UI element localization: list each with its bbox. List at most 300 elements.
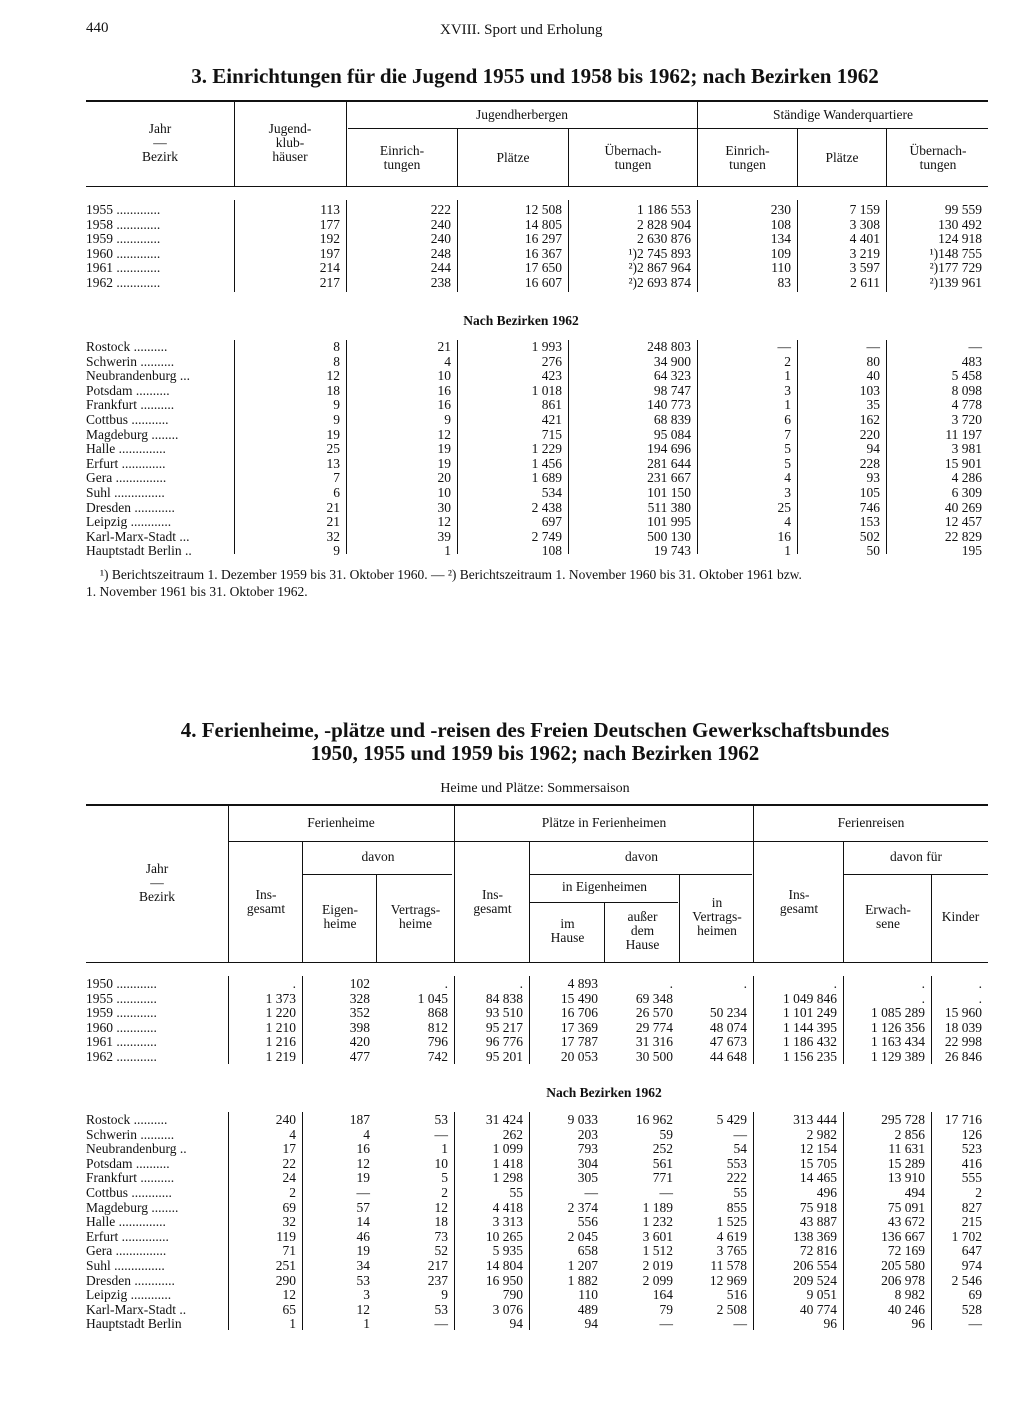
cell-value: 502	[859, 529, 880, 544]
cell-value: 68 839	[653, 412, 691, 427]
t3-col-plaetze: Plätze	[496, 150, 530, 165]
cell-value: 2 374	[567, 1200, 598, 1215]
cell-value: 2 982	[806, 1127, 837, 1142]
cell-value: 4 286	[951, 471, 982, 486]
table-row	[86, 1317, 988, 1332]
cell-value: 15 901	[944, 456, 982, 471]
cell-value: 231 667	[647, 471, 691, 486]
cell-value: 2 438	[531, 500, 562, 515]
cell-value: .	[743, 977, 747, 991]
cell-value: .	[292, 977, 296, 991]
row-label: Neubrandenburg ...	[86, 369, 190, 384]
cell-value: 4	[784, 515, 791, 530]
cell-value: 25	[777, 500, 791, 515]
cell-value: 113	[320, 203, 340, 217]
cell-value: 26 570	[635, 1006, 673, 1021]
cell-value: 1 085 289	[871, 1006, 925, 1021]
cell-value: 697	[541, 515, 562, 530]
row-label: 1950 ............	[86, 977, 157, 991]
row-label: Halle ..............	[86, 1215, 166, 1230]
row-label: Dresden ............	[86, 500, 175, 515]
cell-value: 3 720	[951, 412, 982, 427]
cell-value: 796	[427, 1035, 448, 1050]
table-row	[86, 1021, 988, 1036]
row-label: Karl-Marx-Stadt ...	[86, 529, 190, 544]
cell-value: 240	[430, 232, 451, 247]
cell-value: 96	[823, 1317, 837, 1332]
cell-value: 9	[333, 544, 340, 559]
cell-value: 19	[356, 1171, 370, 1186]
cell-value: 3 597	[849, 261, 880, 276]
cell-value: 4	[363, 1127, 370, 1142]
table-row	[86, 992, 988, 1007]
cell-value: 65	[282, 1302, 296, 1317]
cell-value: 1 702	[951, 1229, 982, 1244]
cell-value: 130 492	[938, 217, 982, 232]
t3-col-year: Jahr — Bezirk	[142, 121, 178, 164]
cell-value: 72 169	[887, 1244, 925, 1259]
cell-value: 1	[784, 369, 791, 384]
cell-value: 2 856	[894, 1127, 925, 1142]
cell-value: 17 369	[560, 1020, 598, 1035]
cell-value: 40 774	[799, 1302, 837, 1317]
table-row	[86, 413, 988, 428]
table3-years	[86, 203, 988, 291]
cell-value: 16	[437, 383, 451, 398]
cell-value: .	[978, 991, 982, 1006]
cell-value: 215	[961, 1215, 982, 1230]
cell-value: 140 773	[647, 398, 691, 413]
t4-col-eigenheime: Eigen- heime	[322, 902, 358, 931]
cell-value: 83	[777, 275, 791, 290]
cell-value: 16	[356, 1142, 370, 1157]
row-label: Suhl ...............	[86, 1258, 165, 1273]
cell-value: 35	[866, 398, 880, 413]
table-row	[86, 457, 988, 472]
t4-group-ferienreisen: Ferienreisen	[837, 815, 905, 830]
cell-value: 73	[434, 1229, 448, 1244]
cell-value: 14	[356, 1215, 370, 1230]
cell-value: —	[584, 1185, 598, 1200]
cell-value: 238	[430, 275, 451, 290]
cell-value: 72 816	[799, 1244, 837, 1259]
t4-group-ferienheime: Ferienheime	[307, 815, 375, 830]
row-label: 1962 ............	[86, 1049, 157, 1064]
cell-value: 742	[427, 1049, 448, 1064]
cell-value: 1 232	[642, 1215, 673, 1230]
row-label: 1959 .............	[86, 232, 161, 247]
cell-value: 1 456	[531, 456, 562, 471]
cell-value: 108	[770, 217, 791, 232]
cell-value: 80	[866, 354, 880, 369]
cell-value: 94	[509, 1317, 523, 1332]
t3-col-einrichtungen-2: Einrich- tungen	[725, 143, 770, 172]
table-row	[86, 276, 988, 291]
cell-value: 110	[771, 261, 791, 276]
row-label: Magdeburg ........	[86, 427, 179, 442]
table4-title-line2: 1950, 1955 und 1959 bis 1962; nach Bezirken 1962	[310, 741, 760, 765]
cell-value: 12	[356, 1156, 370, 1171]
cell-value: 2 828 904	[637, 217, 691, 232]
cell-value: 1 993	[531, 340, 562, 354]
cell-value: 5 429	[716, 1113, 747, 1127]
table4-years	[86, 977, 988, 1065]
t4-davon-heime: davon	[361, 849, 395, 864]
cell-value: 15 490	[560, 991, 598, 1006]
cell-value: 2 611	[850, 275, 880, 290]
cell-value: 4	[784, 471, 791, 486]
cell-value: 214	[319, 261, 340, 276]
cell-value: 528	[961, 1302, 982, 1317]
cell-value: 12	[356, 1302, 370, 1317]
table-row	[86, 1201, 988, 1216]
cell-value: 5 458	[951, 369, 982, 384]
cell-value: 99 559	[944, 203, 982, 217]
cell-value: 119	[276, 1229, 296, 1244]
cell-value: 31 316	[635, 1035, 673, 1050]
cell-value: 3 765	[716, 1244, 747, 1259]
cell-value: 10 265	[485, 1229, 523, 1244]
cell-value: 15 705	[799, 1156, 837, 1171]
row-label: Cottbus ............	[86, 1185, 172, 1200]
table-row	[86, 977, 988, 992]
cell-value: —	[968, 1317, 982, 1332]
cell-value: .	[978, 977, 982, 991]
cell-value: 206 978	[881, 1273, 925, 1288]
row-label: Halle ..............	[86, 442, 166, 457]
cell-value: 192	[319, 232, 340, 247]
cell-value: 1	[444, 544, 451, 559]
row-label: 1961 ............	[86, 1035, 157, 1050]
table-row	[86, 1288, 988, 1303]
table4-districts	[86, 1113, 988, 1332]
table-row	[86, 1050, 988, 1065]
row-label: 1962 .............	[86, 275, 161, 290]
cell-value: 5	[441, 1171, 448, 1186]
cell-value: 8 982	[894, 1288, 925, 1303]
table-row	[86, 232, 988, 247]
cell-value: .	[833, 977, 837, 991]
row-label: 1958 .............	[86, 217, 161, 232]
cell-value: 21	[326, 500, 340, 515]
cell-value: 53	[356, 1273, 370, 1288]
cell-value: 12	[437, 427, 451, 442]
row-label: 1955 ............	[86, 991, 157, 1006]
cell-value: 328	[349, 991, 370, 1006]
table-row	[86, 1171, 988, 1186]
cell-value: 1 156 235	[783, 1049, 837, 1064]
cell-value: 16 950	[485, 1273, 523, 1288]
table-row	[86, 1303, 988, 1318]
cell-value: 3 308	[849, 217, 880, 232]
cell-value: 53	[434, 1302, 448, 1317]
t4-col-vertragsheime: Vertrags- heime	[390, 902, 441, 931]
row-label: Hauptstadt Berlin ..	[86, 544, 192, 559]
cell-value: 95 084	[653, 427, 691, 442]
row-label: 1959 ............	[86, 1006, 157, 1021]
cell-value: 868	[427, 1006, 448, 1021]
cell-value: —	[968, 340, 982, 354]
cell-value: 262	[502, 1127, 523, 1142]
cell-value: 109	[770, 246, 791, 261]
cell-value: 494	[904, 1185, 925, 1200]
cell-value: 57	[356, 1200, 370, 1215]
table3-footnote-2: 1. November 1961 bis 31. Oktober 1962.	[86, 584, 308, 599]
cell-value: 16 297	[524, 232, 562, 247]
cell-value: 2 508	[716, 1302, 747, 1317]
cell-value: 19 743	[653, 544, 691, 559]
table-row	[86, 1215, 988, 1230]
row-label: 1961 .............	[86, 261, 161, 276]
table-row	[86, 486, 988, 501]
cell-value: 32	[326, 529, 340, 544]
t3-col-uebernachtungen: Übernach- tungen	[604, 143, 662, 172]
cell-value: 69 348	[635, 991, 673, 1006]
cell-value: 48 074	[709, 1020, 747, 1035]
cell-value: 71	[282, 1244, 296, 1259]
cell-value: 1 512	[642, 1244, 673, 1259]
cell-value: 9	[333, 412, 340, 427]
t4-davon-fuer: davon für	[889, 849, 943, 864]
row-label: Schwerin ..........	[86, 354, 175, 369]
cell-value: 228	[859, 456, 880, 471]
cell-value: 3 076	[492, 1302, 523, 1317]
cell-value: 15 289	[887, 1156, 925, 1171]
t4-col-in-vertragsheimen: in Vertrags- heimen	[692, 895, 742, 938]
t4-col-ausser-hause: außer dem Hause	[625, 909, 660, 952]
cell-value: 39	[437, 529, 451, 544]
cell-value: 1	[441, 1142, 448, 1157]
cell-value: 1 129 389	[871, 1049, 925, 1064]
cell-value: 29 774	[635, 1020, 673, 1035]
cell-value: 19	[437, 456, 451, 471]
cell-value: 827	[961, 1200, 982, 1215]
cell-value: 1 099	[492, 1142, 523, 1157]
cell-value: 12	[437, 515, 451, 530]
cell-value: 7 159	[849, 203, 880, 217]
cell-value: 6	[784, 412, 791, 427]
cell-value: 8 098	[951, 383, 982, 398]
cell-value: 295 728	[881, 1113, 925, 1127]
cell-value: 1 525	[716, 1215, 747, 1230]
table-row	[86, 530, 988, 545]
cell-value: 1 882	[567, 1273, 598, 1288]
cell-value: 101 995	[647, 515, 691, 530]
table-row	[86, 1230, 988, 1245]
cell-value: 1	[784, 544, 791, 559]
cell-value: —	[434, 1317, 448, 1332]
t3-group-jugendherbergen: Jugendherbergen	[476, 107, 568, 122]
cell-value: 14 805	[524, 217, 562, 232]
t3-col-uebernachtungen-2: Übernach- tungen	[909, 143, 967, 172]
t4-col-erwachsene: Erwach- sene	[865, 902, 911, 931]
cell-value: 12 969	[709, 1273, 747, 1288]
row-label: Frankfurt ..........	[86, 1171, 175, 1186]
cell-value: 10	[434, 1156, 448, 1171]
cell-value: 209 524	[793, 1273, 837, 1288]
cell-value: 55	[509, 1185, 523, 1200]
cell-value: 421	[541, 412, 562, 427]
cell-value: 64 323	[653, 369, 691, 384]
cell-value: 96	[911, 1317, 925, 1332]
cell-value: 237	[427, 1273, 448, 1288]
table4-subheading: Nach Bezirken 1962	[546, 1085, 662, 1100]
cell-value: 34	[356, 1258, 370, 1273]
cell-value: 222	[430, 203, 451, 217]
row-label: 1960 ............	[86, 1020, 157, 1035]
cell-value: 496	[816, 1185, 837, 1200]
cell-value: 4 619	[716, 1229, 747, 1244]
cell-value: 44 648	[709, 1049, 747, 1064]
cell-value: —	[659, 1185, 673, 1200]
cell-value: 222	[726, 1171, 747, 1186]
cell-value: 1 049 846	[783, 991, 837, 1006]
cell-value: 5	[784, 456, 791, 471]
table3-districts	[86, 340, 988, 559]
cell-value: 252	[652, 1142, 673, 1157]
row-label: Schwerin ..........	[86, 1127, 175, 1142]
cell-value: 205 580	[881, 1258, 925, 1273]
t3-col-plaetze-2: Plätze	[825, 150, 859, 165]
cell-value: ²)2 867 964	[628, 261, 691, 276]
cell-value: 50 234	[709, 1006, 747, 1021]
cell-value: 16 607	[524, 275, 562, 290]
cell-value: 8	[333, 354, 340, 369]
cell-value: 793	[577, 1142, 598, 1157]
cell-value: 16	[777, 529, 791, 544]
cell-value: 1 229	[531, 442, 562, 457]
cell-value: 19	[356, 1244, 370, 1259]
cell-value: 281 644	[647, 456, 691, 471]
cell-value: 746	[859, 500, 880, 515]
cell-value: 4 778	[951, 398, 982, 413]
cell-value: 93	[866, 471, 880, 486]
table-row	[86, 203, 988, 218]
cell-value: 2	[784, 354, 791, 369]
cell-value: 1 163 434	[871, 1035, 925, 1050]
cell-value: 16	[437, 398, 451, 413]
row-label: Suhl ...............	[86, 485, 165, 500]
cell-value: 217	[319, 275, 340, 290]
cell-value: —	[434, 1127, 448, 1142]
table-row	[86, 218, 988, 233]
cell-value: 248	[430, 246, 451, 261]
cell-value: 20	[437, 471, 451, 486]
cell-value: 9	[333, 398, 340, 413]
cell-value: 8	[333, 340, 340, 354]
cell-value: 16 706	[560, 1006, 598, 1021]
table-row	[86, 369, 988, 384]
cell-value: 9 033	[567, 1113, 598, 1127]
cell-value: 1 101 249	[783, 1006, 837, 1021]
cell-value: 9 051	[806, 1288, 837, 1303]
cell-value: ²)177 729	[929, 261, 982, 276]
cell-value: 26 846	[944, 1049, 982, 1064]
table3-subheading: Nach Bezirken 1962	[463, 313, 579, 328]
cell-value: 1 144 395	[783, 1020, 837, 1035]
cell-value: 11 197	[945, 427, 982, 442]
table-row	[86, 247, 988, 262]
row-label: 1955 .............	[86, 203, 161, 217]
t4-col-in-eigenheimen: in Eigenheimen	[561, 879, 648, 894]
cell-value: 21	[437, 340, 451, 354]
cell-value: 84 838	[485, 991, 523, 1006]
cell-value: 217	[427, 1258, 448, 1273]
cell-value: 134	[770, 232, 791, 247]
cell-value: 420	[349, 1035, 370, 1050]
cell-value: 771	[652, 1171, 673, 1186]
table-row	[86, 398, 988, 413]
cell-value: —	[733, 1127, 747, 1142]
cell-value: 19	[326, 427, 340, 442]
cell-value: 398	[349, 1020, 370, 1035]
cell-value: 96 776	[485, 1035, 523, 1050]
cell-value: 14 804	[485, 1258, 523, 1273]
cell-value: 3	[784, 485, 791, 500]
row-label: Potsdam ..........	[86, 1156, 170, 1171]
cell-value: 203	[577, 1127, 598, 1142]
row-label: Cottbus ...........	[86, 412, 169, 427]
cell-value: 187	[349, 1113, 370, 1127]
cell-value: 93 510	[485, 1006, 523, 1021]
table-row	[86, 355, 988, 370]
cell-value: 31 424	[485, 1113, 523, 1127]
cell-value: 3	[784, 383, 791, 398]
cell-value: 2 099	[642, 1273, 673, 1288]
cell-value: 715	[541, 427, 562, 442]
cell-value: 17 716	[944, 1113, 982, 1127]
cell-value: 276	[541, 354, 562, 369]
cell-value: 13 910	[887, 1171, 925, 1186]
cell-value: .	[444, 977, 448, 991]
row-label: Karl-Marx-Stadt ..	[86, 1302, 187, 1317]
cell-value: 1	[289, 1317, 296, 1332]
cell-value: 4	[289, 1127, 296, 1142]
cell-value: 500 130	[647, 529, 691, 544]
cell-value: 290	[275, 1273, 296, 1288]
cell-value: 195	[961, 544, 982, 559]
cell-value: .	[921, 991, 925, 1006]
t3-col-einrichtungen: Einrich- tungen	[379, 143, 425, 172]
cell-value: 2 045	[567, 1229, 598, 1244]
cell-value: 25	[326, 442, 340, 457]
table-row	[86, 1186, 988, 1201]
cell-value: 15 960	[944, 1006, 982, 1021]
cell-value: 59	[659, 1127, 673, 1142]
cell-value: 110	[578, 1288, 598, 1303]
cell-value: 2 019	[642, 1258, 673, 1273]
t4-davon-plaetze: davon	[625, 849, 658, 864]
cell-value: 2 630 876	[637, 232, 691, 247]
cell-value: 489	[577, 1302, 598, 1317]
cell-value: ²)2 693 874	[628, 275, 691, 290]
cell-value: 103	[859, 383, 880, 398]
table-row	[86, 1157, 988, 1172]
cell-value: 16 962	[635, 1113, 673, 1127]
table4-caption: Heime und Plätze: Sommersaison	[440, 781, 630, 796]
cell-value: 17	[282, 1142, 296, 1157]
cell-value: 556	[577, 1215, 598, 1230]
cell-value: 40 269	[944, 500, 982, 515]
cell-value: 75 918	[799, 1200, 837, 1215]
cell-value: 30	[437, 500, 451, 515]
row-label: Gera ...............	[86, 471, 167, 486]
cell-value: 1 298	[492, 1171, 523, 1186]
cell-value: 1 689	[531, 471, 562, 486]
cell-value: 3 219	[849, 246, 880, 261]
cell-value: 34 900	[653, 354, 691, 369]
row-label: Magdeburg ........	[86, 1200, 179, 1215]
